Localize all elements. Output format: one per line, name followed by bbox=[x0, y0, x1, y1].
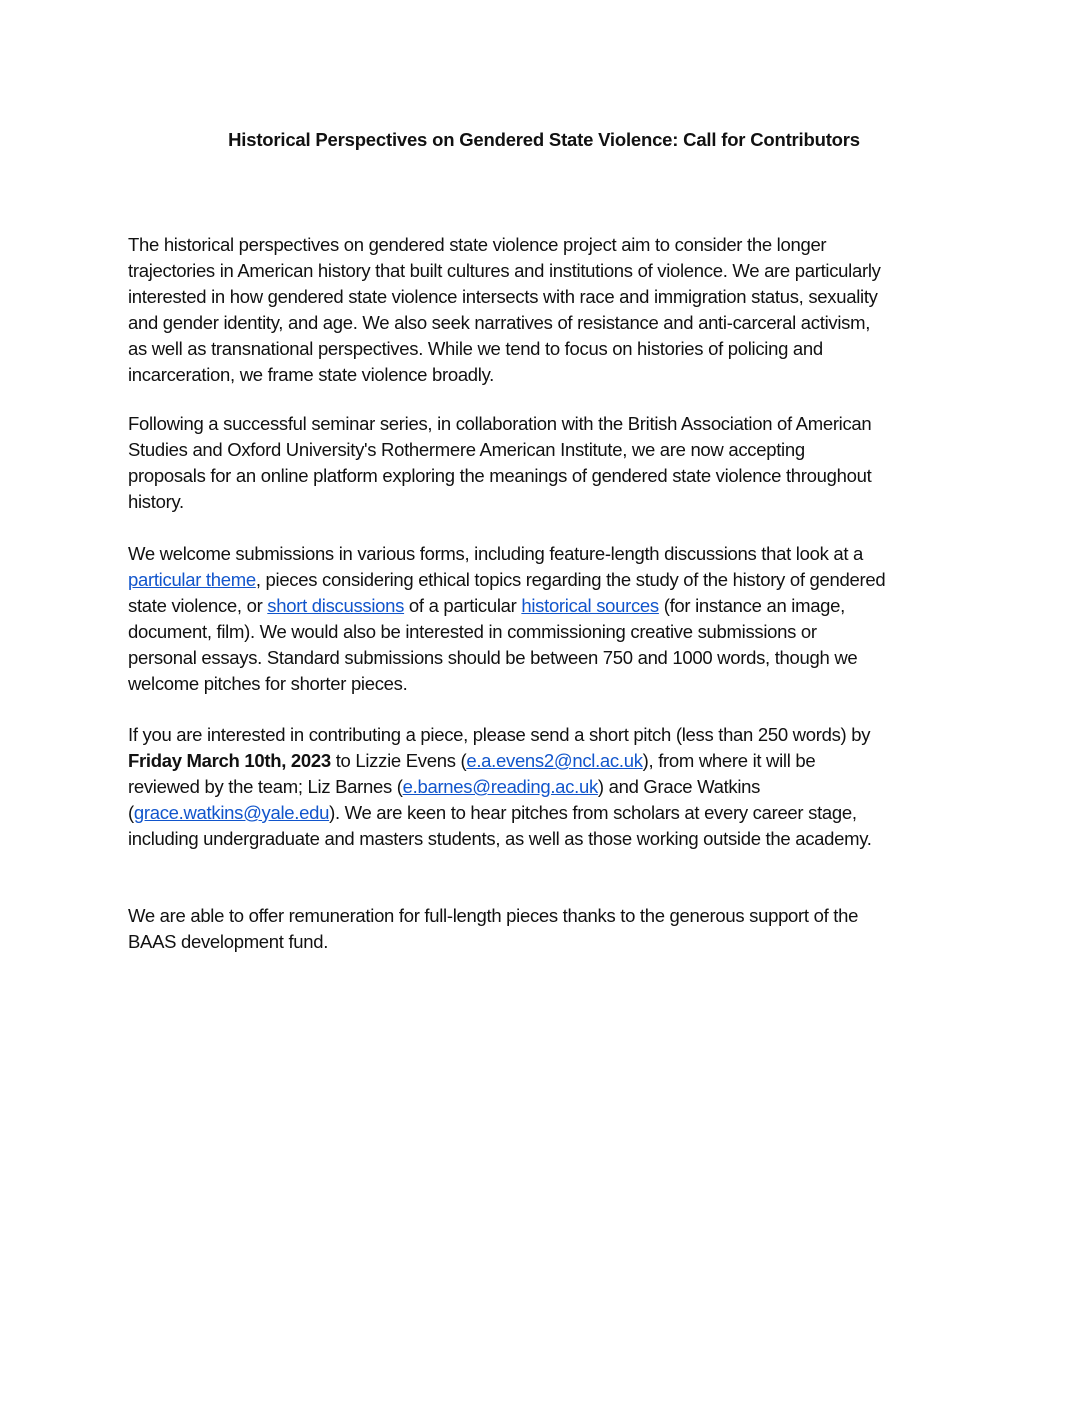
text-line: document, film). We would also be interested in commissioning creative submissions or bbox=[128, 621, 817, 642]
text-segment: state violence, or bbox=[128, 595, 268, 616]
text-line bbox=[128, 567, 968, 593]
particular-theme-link[interactable]: particular theme bbox=[128, 569, 256, 590]
text-segment: to Lizzie Evens ( bbox=[330, 750, 467, 771]
paragraph-intro bbox=[128, 232, 968, 388]
text-segment: ), from where it will be bbox=[642, 750, 816, 771]
text-line bbox=[128, 774, 968, 800]
paragraph-submissions bbox=[128, 541, 968, 697]
text-line bbox=[128, 800, 968, 826]
text-line: The historical perspectives on gendered state violence project aim to consider the longer bbox=[128, 234, 827, 255]
text-line: Studies and Oxford University's Rothermere American Institute, we are now accepting bbox=[128, 439, 805, 460]
text-line: and gender identity, and age. We also seek narratives of resistance and anti-carceral activism, bbox=[128, 312, 871, 333]
text-segment: ). We are keen to hear pitches from scholars at every career stage, bbox=[329, 802, 857, 823]
short-discussions-link[interactable]: short discussions bbox=[267, 595, 405, 616]
text-segment: ( bbox=[128, 802, 134, 823]
text-line: We are able to offer remuneration for full-length pieces thanks to the generous support of the bbox=[128, 905, 859, 926]
text-line: proposals for an online platform exploring the meanings of gendered state violence throughout bbox=[128, 465, 872, 486]
text-line: including undergraduate and masters students, as well as those working outside the academy. bbox=[128, 828, 872, 849]
text-line: personal essays. Standard submissions should be between 750 and 1000 words, though we bbox=[128, 647, 858, 668]
text-segment: reviewed by the team; Liz Barnes ( bbox=[128, 776, 403, 797]
paragraph-remuneration bbox=[128, 903, 968, 955]
text-segment: , pieces considering ethical topics regarding the study of the history of gendered bbox=[255, 569, 886, 590]
document-title: Historical Perspectives on Gendered State Violence: Call for Contributors bbox=[228, 129, 860, 150]
text-line: history. bbox=[128, 491, 184, 512]
email-link-evens[interactable]: e.a.evens2@ncl.ac.uk bbox=[466, 750, 643, 771]
text-line bbox=[128, 593, 968, 619]
text-line: incarceration, we frame state violence broadly. bbox=[128, 364, 495, 385]
text-segment: of a particular bbox=[404, 595, 522, 616]
text-line: welcome pitches for shorter pieces. bbox=[128, 673, 408, 694]
text-line: We welcome submissions in various forms, including feature-length discussions that look at a bbox=[128, 543, 864, 564]
text-line: BAAS development fund. bbox=[128, 931, 329, 952]
deadline: Friday March 10th, 2023 bbox=[128, 750, 331, 771]
text-segment: ) and Grace Watkins bbox=[597, 776, 761, 797]
paragraph-seminar bbox=[128, 411, 968, 515]
email-link-barnes[interactable]: e.barnes@reading.ac.uk bbox=[402, 776, 598, 797]
text-segment: (for instance an image, bbox=[658, 595, 845, 616]
text-line: as well as transnational perspectives. While we tend to focus on histories of policing and bbox=[128, 338, 823, 359]
text-line: Following a successful seminar series, in collaboration with the British Association of American bbox=[128, 413, 872, 434]
historical-sources-link[interactable]: historical sources bbox=[521, 595, 659, 616]
text-line: If you are interested in contributing a piece, please send a short pitch (less than 250 words) by bbox=[128, 724, 871, 745]
paragraph-contact bbox=[128, 722, 968, 852]
text-line bbox=[128, 748, 968, 774]
text-line: trajectories in American history that built cultures and institutions of violence. We are particularly bbox=[128, 260, 881, 281]
text-line: interested in how gendered state violence intersects with race and immigration status, sexuality bbox=[128, 286, 878, 307]
email-link-watkins[interactable]: grace.watkins@yale.edu bbox=[133, 802, 330, 823]
